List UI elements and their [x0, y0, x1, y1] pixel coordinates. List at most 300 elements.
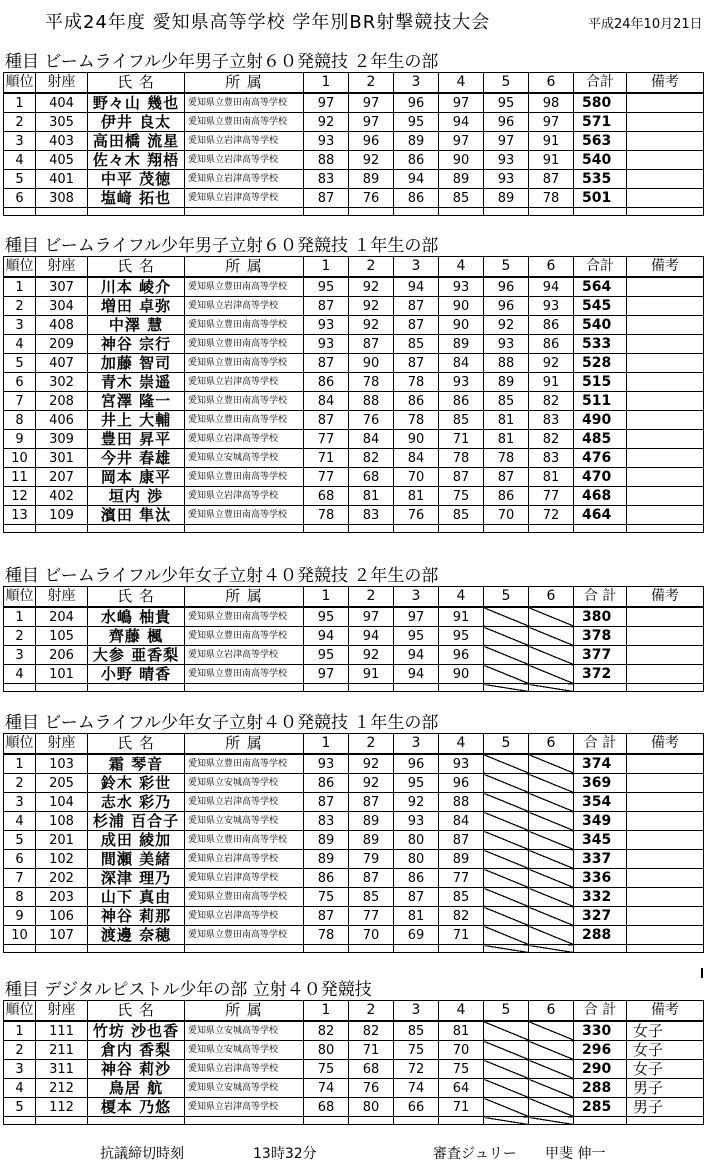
empty-series-cell	[529, 1060, 574, 1079]
empty-series-cell	[484, 1021, 529, 1041]
athlete-name: 岡本 康平	[88, 468, 185, 487]
remarks-cell: 女子	[627, 1060, 704, 1079]
school-name: 愛知県立豊田南高等学校	[185, 926, 304, 945]
empty-series-cell	[484, 1041, 529, 1060]
table-row	[4, 888, 704, 907]
athlete-name: 神谷 莉那	[88, 907, 185, 926]
table-row	[4, 907, 704, 926]
lane-cell: 301	[36, 449, 88, 468]
series-3-score: 94	[394, 665, 439, 684]
lane-cell: 105	[36, 627, 88, 646]
series-6-score: 92	[529, 354, 574, 373]
column-header-remarks: 備考	[627, 734, 704, 755]
table-row	[4, 335, 704, 354]
athlete-name: 宮澤 隆一	[88, 392, 185, 411]
rank-cell: 4	[4, 151, 36, 170]
table-row	[4, 132, 704, 151]
series-4-score: 84	[439, 354, 484, 373]
series-5-score: 86	[484, 487, 529, 506]
empty-cell	[304, 945, 349, 953]
empty-series-cell	[529, 684, 574, 692]
blank-row	[4, 945, 704, 953]
column-header-total-spaced: 合 計	[574, 734, 627, 755]
school-name: 愛知県立安城高等学校	[185, 774, 304, 793]
empty-series-cell	[529, 607, 574, 627]
column-header-s1: 1	[304, 734, 349, 755]
jury-name: 甲斐 伸一	[545, 1146, 606, 1162]
lane-cell: 402	[36, 487, 88, 506]
series-1-score: 87	[304, 907, 349, 926]
series-1-score: 86	[304, 373, 349, 392]
section-title: 種目 デジタルピストル少年の部 立射４０発競技	[5, 980, 372, 1000]
results-table	[3, 586, 704, 692]
column-header-lane: 射座	[36, 1001, 88, 1022]
table-row	[4, 430, 704, 449]
remarks-cell	[627, 665, 704, 684]
empty-cell	[36, 208, 88, 216]
rank-cell: 3	[4, 316, 36, 335]
remarks-cell: 男子	[627, 1098, 704, 1117]
empty-cell	[484, 208, 529, 216]
empty-series-cell	[484, 945, 529, 953]
empty-cell	[574, 684, 627, 692]
series-3-score: 74	[394, 1079, 439, 1098]
series-4-score: 94	[439, 113, 484, 132]
rank-cell: 2	[4, 113, 36, 132]
blank-row	[4, 525, 704, 533]
series-4-score: 85	[439, 189, 484, 208]
rank-cell: 8	[4, 411, 36, 430]
empty-cell	[185, 525, 304, 533]
total-score: 533	[574, 335, 627, 354]
series-6-score: 98	[529, 93, 574, 113]
empty-series-cell	[484, 869, 529, 888]
athlete-name: 豊田 昇平	[88, 430, 185, 449]
series-4-score: 84	[439, 812, 484, 831]
empty-cell	[4, 208, 36, 216]
column-header-lane: 射座	[36, 73, 88, 94]
empty-cell	[439, 684, 484, 692]
series-2-score: 91	[349, 665, 394, 684]
athlete-name: 水嶋 柚貴	[88, 607, 185, 627]
series-3-score: 78	[394, 411, 439, 430]
series-1-score: 87	[304, 297, 349, 316]
column-header-s3: 3	[394, 1001, 439, 1022]
series-2-score: 85	[349, 888, 394, 907]
column-header-school: 所 属	[185, 73, 304, 94]
lane-cell: 209	[36, 335, 88, 354]
total-score: 580	[574, 93, 627, 113]
school-name: 愛知県立安城高等学校	[185, 812, 304, 831]
series-4-score: 90	[439, 151, 484, 170]
series-2-score: 68	[349, 1060, 394, 1079]
rank-cell: 9	[4, 907, 36, 926]
series-6-score: 82	[529, 430, 574, 449]
series-3-score: 95	[394, 627, 439, 646]
stray-mark	[701, 968, 703, 978]
series-2-score: 87	[349, 335, 394, 354]
lane-cell: 108	[36, 812, 88, 831]
empty-series-cell	[484, 774, 529, 793]
empty-cell	[349, 208, 394, 216]
series-2-score: 71	[349, 1041, 394, 1060]
series-3-score: 87	[394, 354, 439, 373]
rank-cell: 1	[4, 93, 36, 113]
empty-cell	[185, 1117, 304, 1125]
total-score: 337	[574, 850, 627, 869]
empty-series-cell	[484, 754, 529, 774]
total-score: 288	[574, 926, 627, 945]
remarks-cell	[627, 113, 704, 132]
event-section	[3, 236, 705, 533]
blank-row	[4, 208, 704, 216]
series-2-score: 90	[349, 354, 394, 373]
empty-cell	[529, 525, 574, 533]
empty-cell	[627, 684, 704, 692]
empty-cell	[349, 684, 394, 692]
athlete-name: 鈴木 彩世	[88, 774, 185, 793]
series-2-score: 88	[349, 392, 394, 411]
series-2-score: 97	[349, 607, 394, 627]
remarks-cell	[627, 132, 704, 151]
jury-label: 審査ジュリー	[433, 1146, 517, 1162]
series-4-score: 89	[439, 170, 484, 189]
column-header-remarks: 備考	[627, 73, 704, 94]
series-2-score: 76	[349, 411, 394, 430]
series-3-score: 95	[394, 774, 439, 793]
empty-cell	[394, 1117, 439, 1125]
series-1-score: 93	[304, 754, 349, 774]
series-6-score: 87	[529, 170, 574, 189]
empty-series-cell	[529, 831, 574, 850]
empty-cell	[304, 684, 349, 692]
lane-cell: 405	[36, 151, 88, 170]
total-score: 476	[574, 449, 627, 468]
series-1-score: 89	[304, 831, 349, 850]
total-score: 470	[574, 468, 627, 487]
series-4-score: 87	[439, 468, 484, 487]
series-2-score: 92	[349, 754, 394, 774]
series-2-score: 70	[349, 926, 394, 945]
series-5-score: 88	[484, 354, 529, 373]
header-row	[4, 257, 704, 278]
series-2-score: 76	[349, 189, 394, 208]
lane-cell: 311	[36, 1060, 88, 1079]
empty-cell	[627, 945, 704, 953]
rank-cell: 1	[4, 607, 36, 627]
series-1-score: 80	[304, 1041, 349, 1060]
series-2-score: 84	[349, 430, 394, 449]
remarks-cell	[627, 506, 704, 525]
series-3-score: 78	[394, 373, 439, 392]
column-header-s6: 6	[529, 1001, 574, 1022]
column-header-s3: 3	[394, 587, 439, 608]
remarks-cell: 男子	[627, 1079, 704, 1098]
remarks-cell	[627, 392, 704, 411]
series-2-score: 94	[349, 627, 394, 646]
results-table	[3, 1000, 704, 1125]
school-name: 愛知県立安城高等学校	[185, 1041, 304, 1060]
series-4-score: 75	[439, 1060, 484, 1079]
series-1-score: 74	[304, 1079, 349, 1098]
empty-series-cell	[529, 1041, 574, 1060]
empty-cell	[574, 208, 627, 216]
series-3-score: 86	[394, 151, 439, 170]
column-header-s4: 4	[439, 1001, 484, 1022]
series-1-score: 87	[304, 354, 349, 373]
school-name: 愛知県立豊田南高等学校	[185, 277, 304, 297]
empty-cell	[88, 525, 185, 533]
empty-cell	[439, 945, 484, 953]
empty-series-cell	[484, 1098, 529, 1117]
lane-cell: 112	[36, 1098, 88, 1117]
school-name: 愛知県立豊田南高等学校	[185, 392, 304, 411]
lane-cell: 103	[36, 754, 88, 774]
remarks-cell	[627, 170, 704, 189]
table-row	[4, 487, 704, 506]
remarks-cell: 女子	[627, 1041, 704, 1060]
series-6-score: 81	[529, 468, 574, 487]
rank-cell: 2	[4, 774, 36, 793]
lane-cell: 201	[36, 831, 88, 850]
athlete-name: 榎本 乃悠	[88, 1098, 185, 1117]
series-6-score: 78	[529, 189, 574, 208]
section-title: 種目 ビームライフル少年男子立射６０発競技 ２年生の部	[5, 52, 439, 72]
total-score: 327	[574, 907, 627, 926]
rank-cell: 4	[4, 665, 36, 684]
series-2-score: 92	[349, 646, 394, 665]
total-score: 563	[574, 132, 627, 151]
school-name: 愛知県立豊田南高等学校	[185, 888, 304, 907]
remarks-cell	[627, 850, 704, 869]
series-4-score: 82	[439, 907, 484, 926]
remarks-cell	[627, 627, 704, 646]
athlete-name: 加藤 智司	[88, 354, 185, 373]
empty-series-cell	[484, 684, 529, 692]
remarks-cell	[627, 354, 704, 373]
empty-cell	[88, 684, 185, 692]
series-3-score: 86	[394, 869, 439, 888]
total-score: 290	[574, 1060, 627, 1079]
total-score: 511	[574, 392, 627, 411]
column-header-s4: 4	[439, 587, 484, 608]
column-header-s6: 6	[529, 734, 574, 755]
series-3-score: 92	[394, 793, 439, 812]
column-header-remarks: 備考	[627, 257, 704, 278]
event-date: 平成24年10月21日	[588, 17, 703, 32]
total-score: 372	[574, 665, 627, 684]
column-header-name: 氏 名	[88, 257, 185, 278]
school-name: 愛知県立豊田南高等学校	[185, 627, 304, 646]
empty-series-cell	[484, 627, 529, 646]
series-1-score: 87	[304, 411, 349, 430]
series-4-score: 85	[439, 411, 484, 430]
table-row	[4, 812, 704, 831]
empty-series-cell	[529, 926, 574, 945]
series-1-score: 97	[304, 93, 349, 113]
column-header-school: 所 属	[185, 587, 304, 608]
column-header-name: 氏 名	[88, 1001, 185, 1022]
series-4-score: 75	[439, 487, 484, 506]
table-row	[4, 449, 704, 468]
series-2-score: 96	[349, 132, 394, 151]
series-6-score: 93	[529, 297, 574, 316]
series-4-score: 89	[439, 850, 484, 869]
empty-cell	[349, 1117, 394, 1125]
empty-series-cell	[484, 907, 529, 926]
rank-cell: 1	[4, 754, 36, 774]
empty-series-cell	[529, 888, 574, 907]
athlete-name: 神谷 莉沙	[88, 1060, 185, 1079]
series-1-score: 93	[304, 132, 349, 151]
school-name: 愛知県立岩津高等学校	[185, 1098, 304, 1117]
results-table	[3, 733, 704, 953]
table-row	[4, 506, 704, 525]
column-header-s2: 2	[349, 1001, 394, 1022]
lane-cell: 404	[36, 93, 88, 113]
series-1-score: 94	[304, 627, 349, 646]
series-4-score: 87	[439, 831, 484, 850]
total-score: 288	[574, 1079, 627, 1098]
series-6-score: 91	[529, 151, 574, 170]
column-header-s6: 6	[529, 257, 574, 278]
series-4-score: 95	[439, 627, 484, 646]
series-2-score: 92	[349, 277, 394, 297]
header-row	[4, 73, 704, 94]
series-2-score: 89	[349, 812, 394, 831]
series-4-score: 93	[439, 754, 484, 774]
series-4-score: 96	[439, 646, 484, 665]
document-header	[0, 4, 705, 34]
empty-cell	[36, 525, 88, 533]
series-3-score: 97	[394, 607, 439, 627]
remarks-cell: 女子	[627, 1021, 704, 1041]
column-header-s2: 2	[349, 587, 394, 608]
rank-cell: 7	[4, 869, 36, 888]
rank-cell: 13	[4, 506, 36, 525]
remarks-cell	[627, 297, 704, 316]
empty-cell	[439, 525, 484, 533]
remarks-cell	[627, 907, 704, 926]
empty-series-cell	[529, 1021, 574, 1041]
table-row	[4, 754, 704, 774]
athlete-name: 佐々木 翔梧	[88, 151, 185, 170]
series-2-score: 80	[349, 1098, 394, 1117]
empty-series-cell	[484, 1117, 529, 1125]
column-header-total: 合計	[574, 257, 627, 278]
series-1-score: 97	[304, 665, 349, 684]
section-title: 種目 ビームライフル少年女子立射４０発競技 １年生の部	[5, 713, 439, 733]
remarks-cell	[627, 888, 704, 907]
total-score: 564	[574, 277, 627, 297]
athlete-name: 齊藤 楓	[88, 627, 185, 646]
rank-cell: 4	[4, 1079, 36, 1098]
series-2-score: 82	[349, 449, 394, 468]
athlete-name: 深津 理乃	[88, 869, 185, 888]
table-row	[4, 850, 704, 869]
empty-series-cell	[484, 1060, 529, 1079]
column-header-s4: 4	[439, 257, 484, 278]
series-3-score: 89	[394, 132, 439, 151]
athlete-name: 小野 晴香	[88, 665, 185, 684]
series-2-score: 92	[349, 151, 394, 170]
table-row	[4, 392, 704, 411]
empty-series-cell	[529, 869, 574, 888]
lane-cell: 305	[36, 113, 88, 132]
table-row	[4, 113, 704, 132]
series-4-score: 70	[439, 1041, 484, 1060]
empty-cell	[4, 684, 36, 692]
athlete-name: 神谷 宗行	[88, 335, 185, 354]
series-6-score: 77	[529, 487, 574, 506]
table-row	[4, 373, 704, 392]
table-row	[4, 1021, 704, 1041]
remarks-cell	[627, 373, 704, 392]
series-1-score: 93	[304, 316, 349, 335]
column-header-total-spaced: 合 計	[574, 587, 627, 608]
column-header-school: 所 属	[185, 257, 304, 278]
series-3-score: 72	[394, 1060, 439, 1079]
column-header-name: 氏 名	[88, 73, 185, 94]
rank-cell: 1	[4, 277, 36, 297]
athlete-name: 渡邊 奈穂	[88, 926, 185, 945]
empty-cell	[627, 525, 704, 533]
remarks-cell	[627, 335, 704, 354]
series-6-score: 94	[529, 277, 574, 297]
remarks-cell	[627, 93, 704, 113]
empty-cell	[627, 1117, 704, 1125]
series-4-score: 90	[439, 665, 484, 684]
empty-series-cell	[484, 1079, 529, 1098]
total-score: 490	[574, 411, 627, 430]
empty-cell	[185, 208, 304, 216]
column-header-remarks: 備考	[627, 587, 704, 608]
table-row	[4, 468, 704, 487]
lane-cell: 104	[36, 793, 88, 812]
table-row	[4, 646, 704, 665]
series-5-score: 87	[484, 468, 529, 487]
table-row	[4, 316, 704, 335]
series-1-score: 82	[304, 1021, 349, 1041]
school-name: 愛知県立岩津高等学校	[185, 1060, 304, 1079]
remarks-cell	[627, 754, 704, 774]
lane-cell: 106	[36, 907, 88, 926]
school-name: 愛知県立豊田南高等学校	[185, 607, 304, 627]
school-name: 愛知県立岩津高等学校	[185, 646, 304, 665]
empty-cell	[36, 1117, 88, 1125]
table-row	[4, 627, 704, 646]
athlete-name: 増田 卓弥	[88, 297, 185, 316]
athlete-name: 中澤 慧	[88, 316, 185, 335]
series-4-score: 97	[439, 93, 484, 113]
series-3-score: 87	[394, 297, 439, 316]
total-score: 369	[574, 774, 627, 793]
column-header-s6: 6	[529, 587, 574, 608]
lane-cell: 211	[36, 1041, 88, 1060]
series-3-score: 81	[394, 487, 439, 506]
school-name: 愛知県立豊田南高等学校	[185, 665, 304, 684]
school-name: 愛知県立豊田南高等学校	[185, 754, 304, 774]
series-1-score: 88	[304, 151, 349, 170]
empty-cell	[574, 525, 627, 533]
athlete-name: 青木 崇遥	[88, 373, 185, 392]
column-header-rank: 順位	[4, 73, 36, 94]
empty-cell	[4, 1117, 36, 1125]
table-row	[4, 277, 704, 297]
table-row	[4, 411, 704, 430]
lane-cell: 101	[36, 665, 88, 684]
series-4-score: 86	[439, 392, 484, 411]
